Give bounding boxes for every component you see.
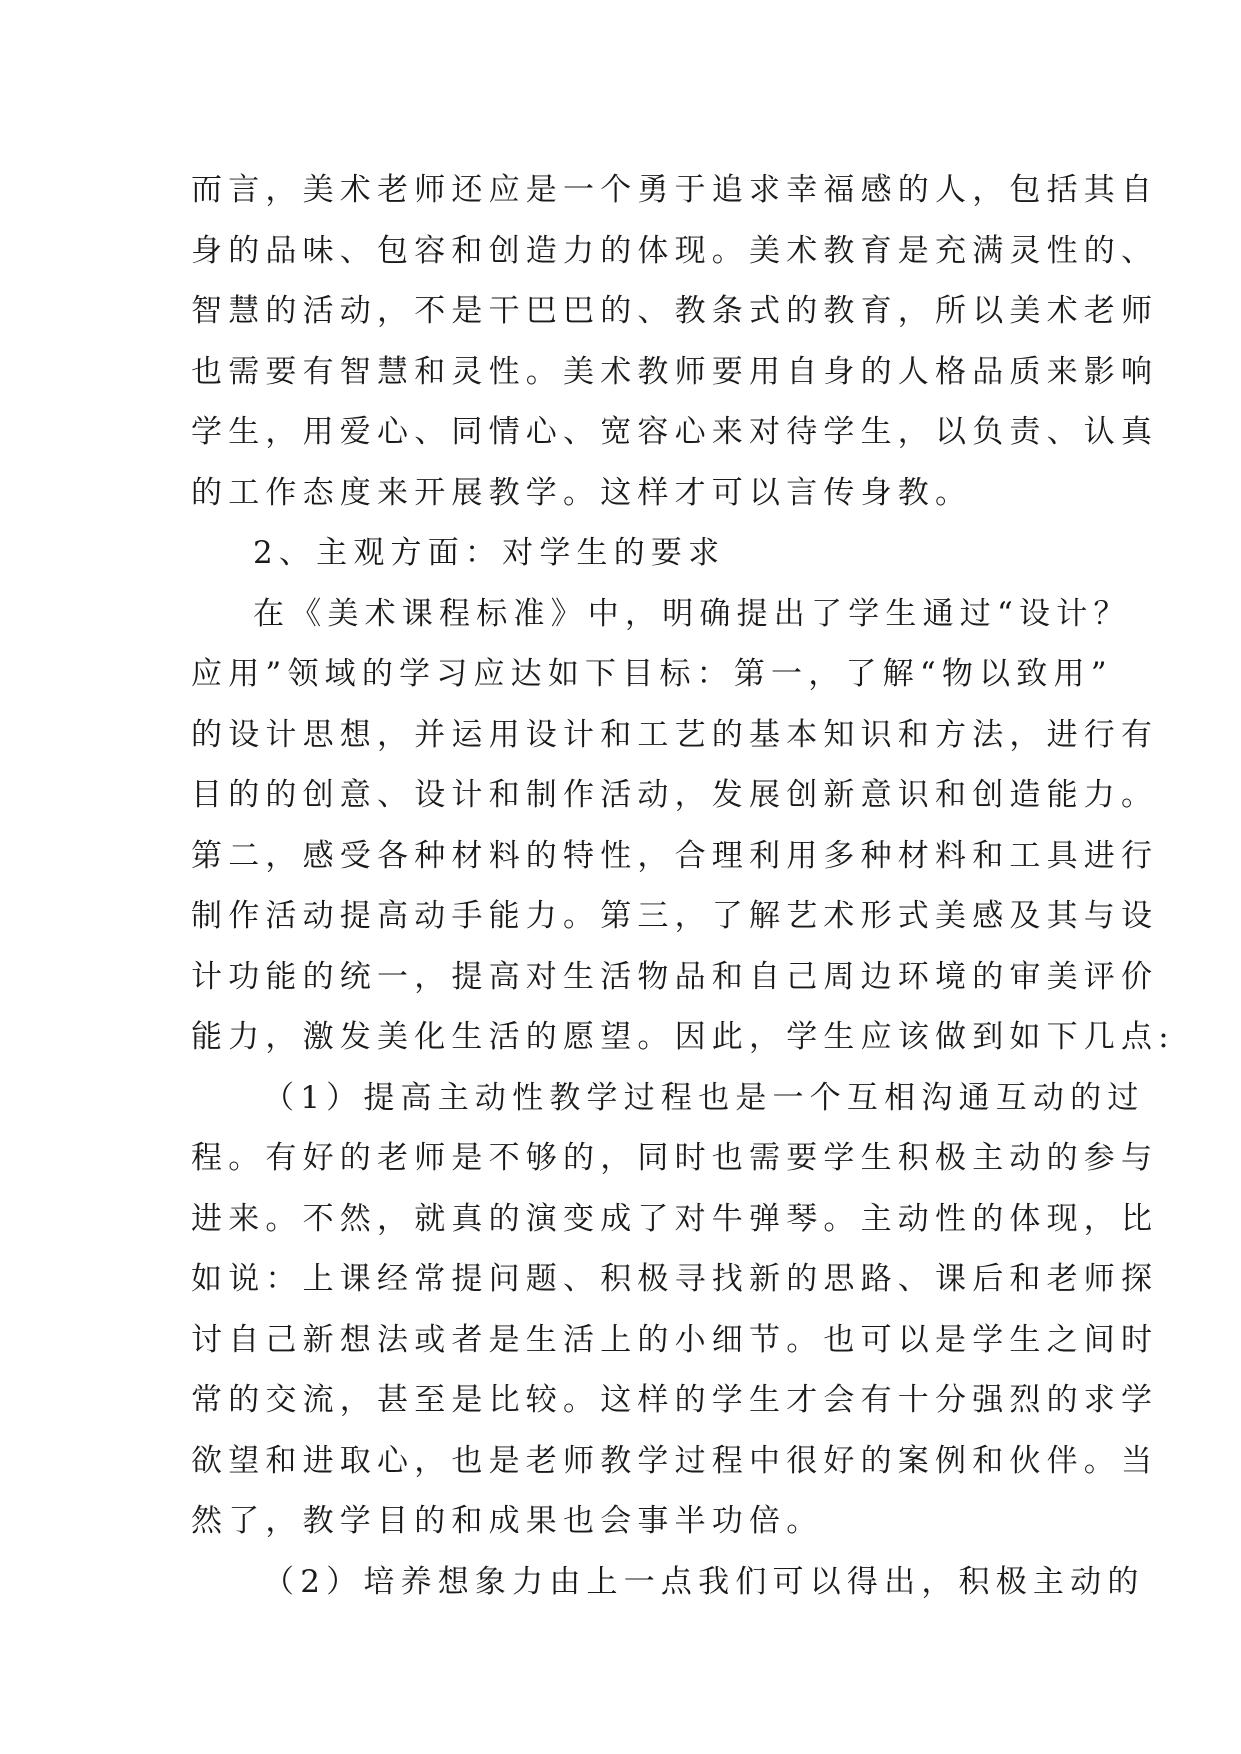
list-item-heading: （2）培养想象力由上一点我们可以得出，积极主动的 (263, 1563, 1145, 1600)
text-line: 讨自己新想法或者是生活上的小细节。也可以是学生之间时 (191, 1321, 1159, 1358)
section-heading: 2、主观方面：对学生的要求 (253, 535, 726, 571)
text-line: 计功能的统一，提高对生活物品和自己周边环境的审美评价 (191, 958, 1159, 995)
text-line: 身的品味、包容和创造力的体现。美术教育是充满灵性的、 (191, 232, 1159, 269)
text-line: 然了，教学目的和成果也会事半功倍。 (191, 1503, 824, 1539)
text-line: 学生，用爱心、同情心、宽容心来对待学生，以负责、认真 (191, 414, 1159, 450)
text-line: 而言，美术老师还应是一个勇于追求幸福感的人，包括其自 (191, 172, 1159, 208)
text-line: 常的交流，甚至是比较。这样的学生才会有十分强烈的求学 (191, 1382, 1159, 1418)
text-line: 应用”领域的学习应达如下目标：第一，了解“物以致用” (191, 656, 1113, 692)
text-line: 目的的创意、设计和制作活动，发展创新意识和创造能力。 (191, 777, 1159, 813)
text-line: 的工作态度来开展教学。这样才可以言传身教。 (191, 474, 973, 511)
text-line: 制作活动提高动手能力。第三，了解艺术形式美感及其与设 (191, 898, 1159, 934)
text-line: 欲望和进取心，也是老师教学过程中很好的案例和伙伴。当 (191, 1442, 1159, 1479)
text-line: 智慧的活动，不是干巴巴的、教条式的教育，所以美术老师 (191, 293, 1159, 329)
text-line: 程。有好的老师是不够的，同时也需要学生积极主动的参与 (191, 1140, 1159, 1176)
text-line: 也需要有智慧和灵性。美术教师要用自身的人格品质来影响 (191, 353, 1159, 390)
text-line: 能力，激发美化生活的愿望。因此，学生应该做到如下几点: (191, 1019, 1175, 1055)
text-line: 在《美术课程标准》中，明确提出了学生通过“设计？ (253, 595, 1131, 632)
text-line: 第二，感受各种材料的特性，合理利用多种材料和工具进行 (191, 837, 1159, 874)
body-text (191, 160, 1175, 1612)
text-line: 的设计思想，并运用设计和工艺的基本知识和方法，进行有 (191, 716, 1159, 753)
text-line: 进来。不然，就真的演变成了对牛弹琴。主动性的体现，比 (191, 1200, 1159, 1237)
text-line: 如说：上课经常提问题、积极寻找新的思路、课后和老师探 (191, 1261, 1159, 1297)
list-item-heading: （1）提高主动性教学过程也是一个互相沟通互动的过 (263, 1079, 1145, 1116)
